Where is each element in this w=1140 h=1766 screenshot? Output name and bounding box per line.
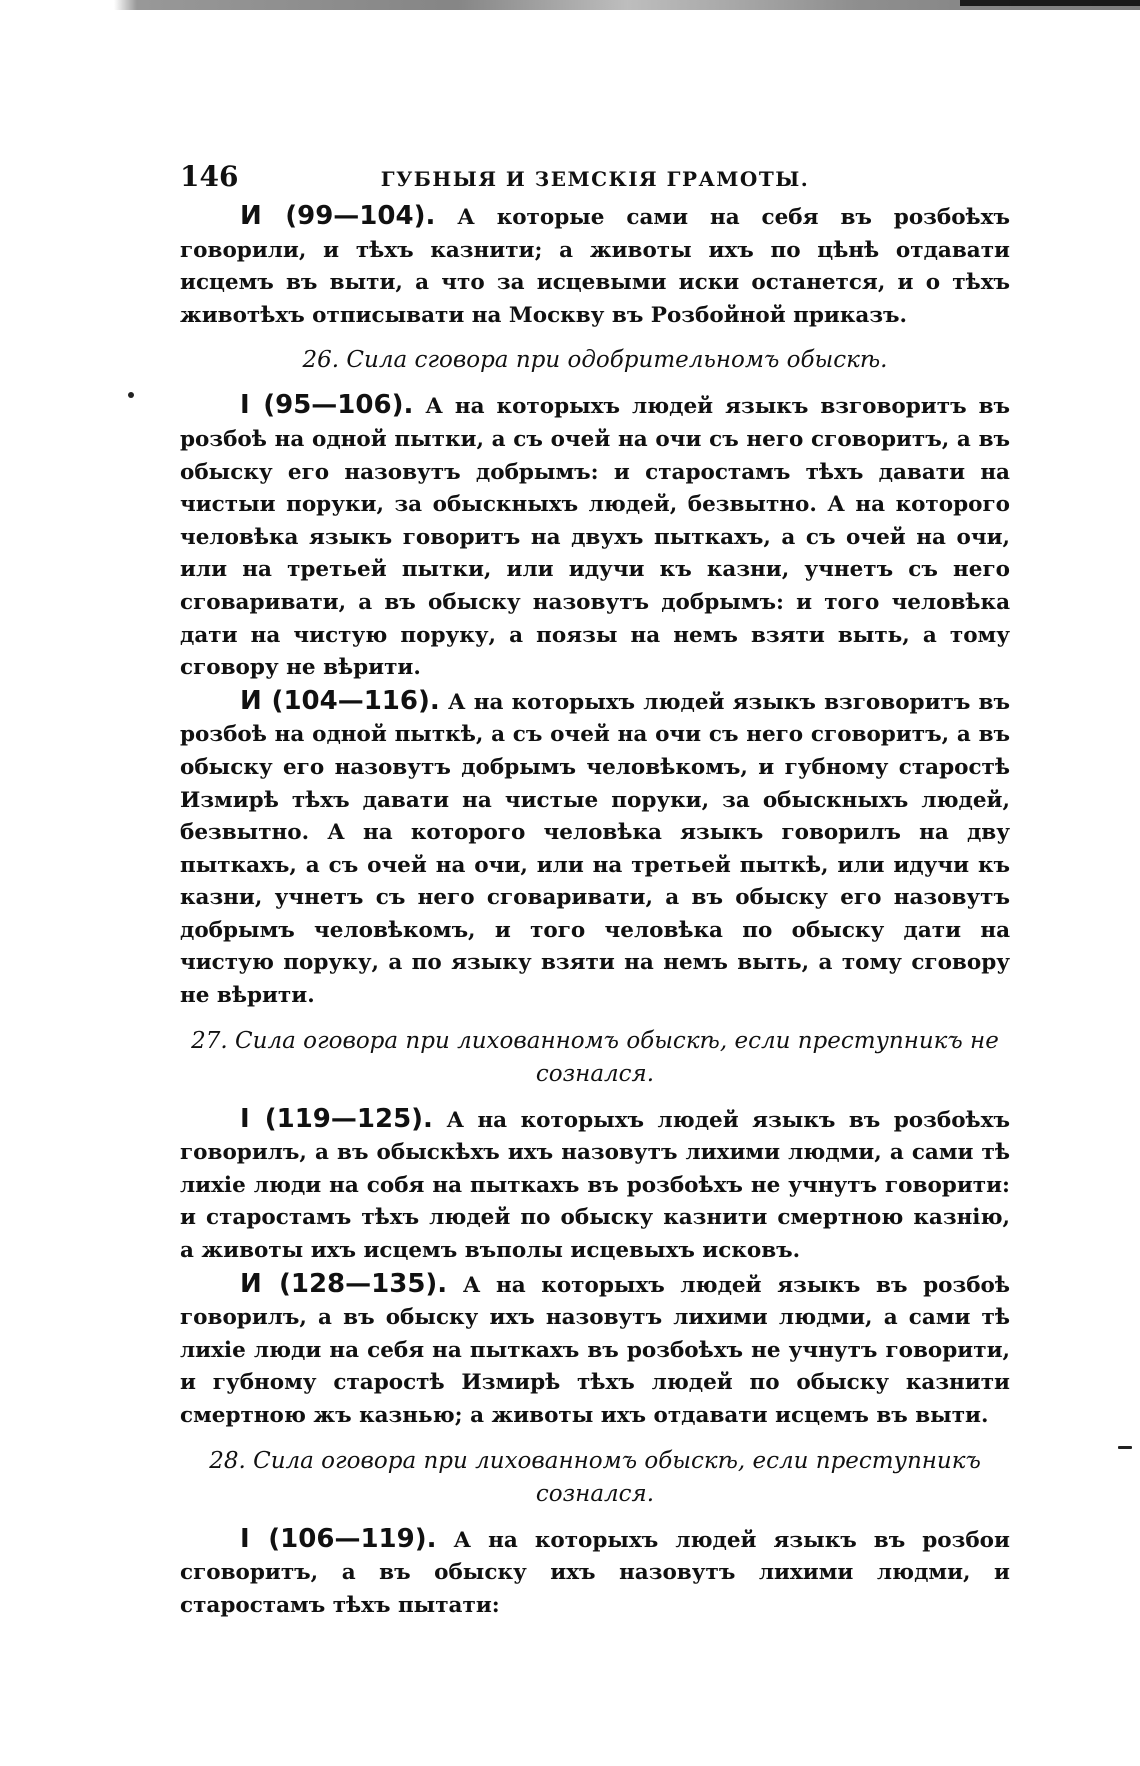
charter-text: А на которыхъ людей языкъ взговоритъ въ розбоѣ на одной пыткѣ, а съ очей на очи съ него сговоритъ, а въ обыску его назовутъ добрымъ человѣкомъ, и губному старостѣ Измирѣ тѣхъ давати на чистые поруки, за обыскныхъ людей, безвытно. А на которого человѣка языкъ говорилъ на дву пыткахъ, а съ очей на очи, или на третьей пыткѣ, или идучи къ казни, учнетъ съ него сговаривати, а въ обыску его назовутъ добрымъ человѣкомъ, и того человѣка по обыску дати на чистую поруку, а по языку взяти на немъ выть, а тому сговору не вѣрити. — [180, 689, 1010, 1009]
scan-edge-artifact — [960, 0, 1140, 6]
page-number: 146 — [180, 160, 239, 193]
scan-speck — [128, 392, 134, 398]
charter-reference: И (128—135). — [240, 1268, 448, 1299]
section-heading: 26. Сила сговора при одобрительномъ обыскѣ. — [302, 347, 888, 374]
charter-reference: И (99—104). — [240, 201, 436, 231]
charter-entry — [180, 389, 1010, 684]
charter-reference: І (106—119). — [240, 1523, 437, 1554]
charter-text: А на которыхъ людей языкъ взговоритъ въ розбоѣ на одной пытки, а съ очей на очи съ него сговоритъ, а въ обыску его назовутъ добрымъ: и старостамъ тѣхъ давати на чистыи поруки, за обыскныхъ людей, безвытно. А на которого человѣка языкъ говоритъ на двухъ пыткахъ, а съ очей на очи, или на третьей пытки, или идучи къ казни, учнетъ съ него сговаривати, а въ обыску назовутъ добрымъ: и того человѣка дати на чистую поруку, а поязы на немъ взяти выть, а тому сговору не вѣрити. — [180, 394, 1010, 681]
document-page — [180, 160, 1010, 1622]
charter-reference: І (119—125). — [240, 1103, 433, 1134]
charter-text: А на которыхъ людей языкъ въ розбоѣ говорилъ, а въ обыску ихъ назовутъ лихими людми, а сами тѣ лихіе люди на себя на пыткахъ въ розбоѣхъ не учнутъ говорити, и губному старостѣ Измирѣ тѣхъ людей по обыску казнити смертною жъ казнью; а животы ихъ отдавати исцемъ въ выти. — [180, 1272, 1010, 1428]
charter-text: А на которыхъ людей языкъ въ розбои сговоритъ, а въ обыску ихъ назовутъ лихими людми, и старостамъ тѣхъ пытати: — [180, 1527, 1010, 1618]
running-title: ГУБНЫЯ И ЗЕМСКІЯ ГРАМОТЫ. — [380, 167, 810, 191]
charter-text: А на которыхъ людей языкъ въ розбоѣхъ говорилъ, а въ обыскѣхъ ихъ назовутъ лихими людми, а сами тѣ лихіе люди на собя на пыткахъ въ розбоѣхъ не учнутъ говорити: и старостамъ тѣхъ людей по обыску казнити смертною казнію, а животы ихъ исцемъ въполы исцевыхъ исковъ. — [180, 1107, 1010, 1264]
page-header — [180, 160, 1010, 200]
charter-entry — [180, 685, 1010, 1013]
scan-speck — [1118, 1446, 1132, 1449]
section-heading: 27. Сила оговора при лихованномъ обыскѣ, если преступникъ не сознался. — [191, 1027, 999, 1087]
charter-entry — [180, 1103, 1010, 1268]
charter-entry — [180, 200, 1010, 332]
charter-entry — [180, 1523, 1010, 1623]
charter-reference: І (95—106). — [240, 390, 414, 421]
section-heading: 28. Сила оговора при лихованномъ обыскѣ, если преступникъ сознался. — [209, 1447, 981, 1507]
charter-entry — [180, 1268, 1010, 1433]
charter-reference: И (104—116). — [240, 685, 440, 716]
charter-text: А которые сами на себя въ розбоѣхъ говорили, и тѣхъ казнити; а животы ихъ по цѣнѣ отдавати исцемъ въ выти, а что за исцевыми иски останется, и о тѣхъ животѣхъ отписывати на Москву въ Розбойной приказъ. — [180, 205, 1010, 328]
